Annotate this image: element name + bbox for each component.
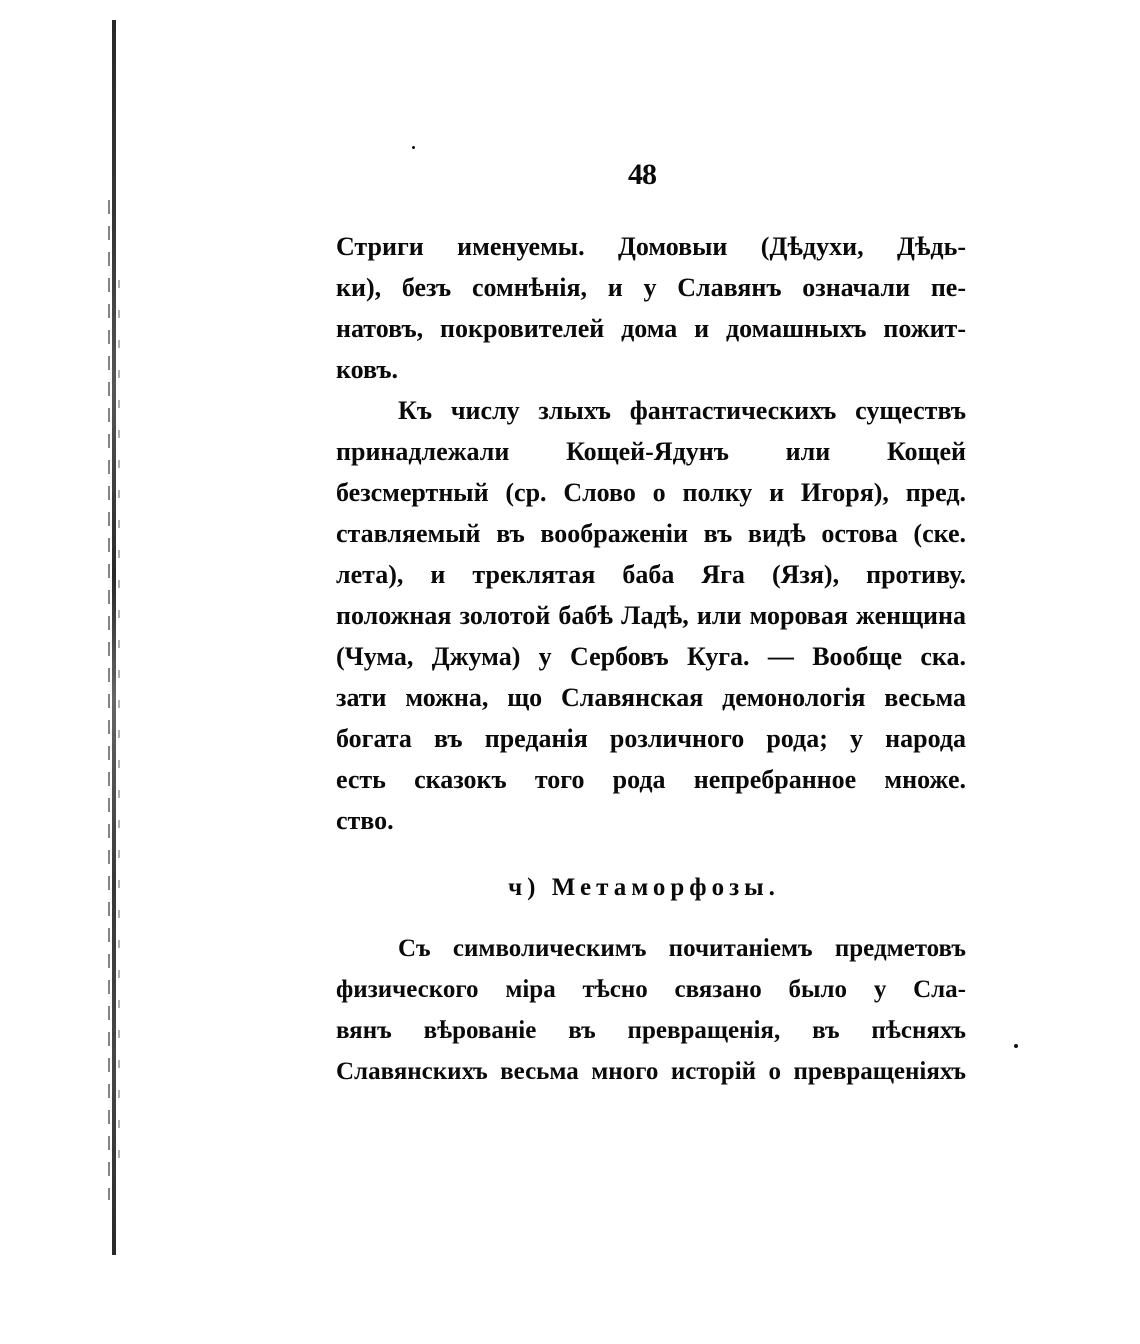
text-line: натовъ, покровителей дома и домашныхъ пожит-	[336, 314, 966, 343]
text-line: Съ символическимъ почитаніемъ предметовъ	[398, 935, 966, 962]
text-line: зати можна, що Славянская демонологія весьма	[336, 683, 966, 712]
text-line: Стриги именуемы. Домовыи (Дѣдухи, Дѣдь-	[336, 232, 966, 261]
gutter-shadow	[112, 20, 116, 1255]
gutter-edge	[108, 200, 110, 1200]
section-heading: ч) Метаморфозы.	[508, 874, 780, 901]
text-line: лета), и треклятая баба Яга (Язя), противу.	[336, 560, 966, 589]
text-line: ки), безъ сомнѣнія, и у Славянъ означали пе-	[336, 273, 966, 302]
text-line: ставляемый въ воображеніи въ видѣ остова (ске.	[336, 519, 966, 548]
ink-speck	[1014, 1044, 1018, 1048]
text-line: есть сказокъ того рода непребранное множе.	[336, 765, 966, 794]
paragraph-1	[336, 226, 966, 390]
text-line: ковъ.	[336, 355, 399, 384]
page-number: 48	[628, 158, 656, 191]
paragraph-3	[336, 928, 966, 1092]
text-line: богата въ преданія розличного рода; у народа	[336, 724, 966, 753]
text-line: вянъ вѣрованіе въ превращенія, въ пѣсняхъ	[336, 1017, 966, 1044]
text-line: Къ числу злыхъ фантастическихъ существъ	[398, 396, 966, 425]
text-line: физического міра тѣсно связано было у Сла-	[336, 976, 966, 1003]
paragraph-2	[336, 390, 966, 841]
text-line: безсмертный (ср. Слово о полку и Игоря), пред.	[336, 478, 966, 507]
binding-gutter	[108, 20, 122, 1255]
ink-speck	[412, 146, 415, 149]
text-line: принадлежали Кощей-Ядунъ или Кощей	[336, 437, 966, 466]
text-line: Славянскихъ весьма много исторій о превращеніяхъ	[336, 1058, 966, 1085]
gutter-edge	[118, 280, 120, 1180]
text-line: положная золотой бабѣ Ладѣ, или моровая женщина	[336, 601, 966, 630]
text-line: (Чума, Джума) у Сербовъ Куга. — Вообще ска.	[336, 642, 966, 671]
text-line: ство.	[336, 806, 394, 835]
